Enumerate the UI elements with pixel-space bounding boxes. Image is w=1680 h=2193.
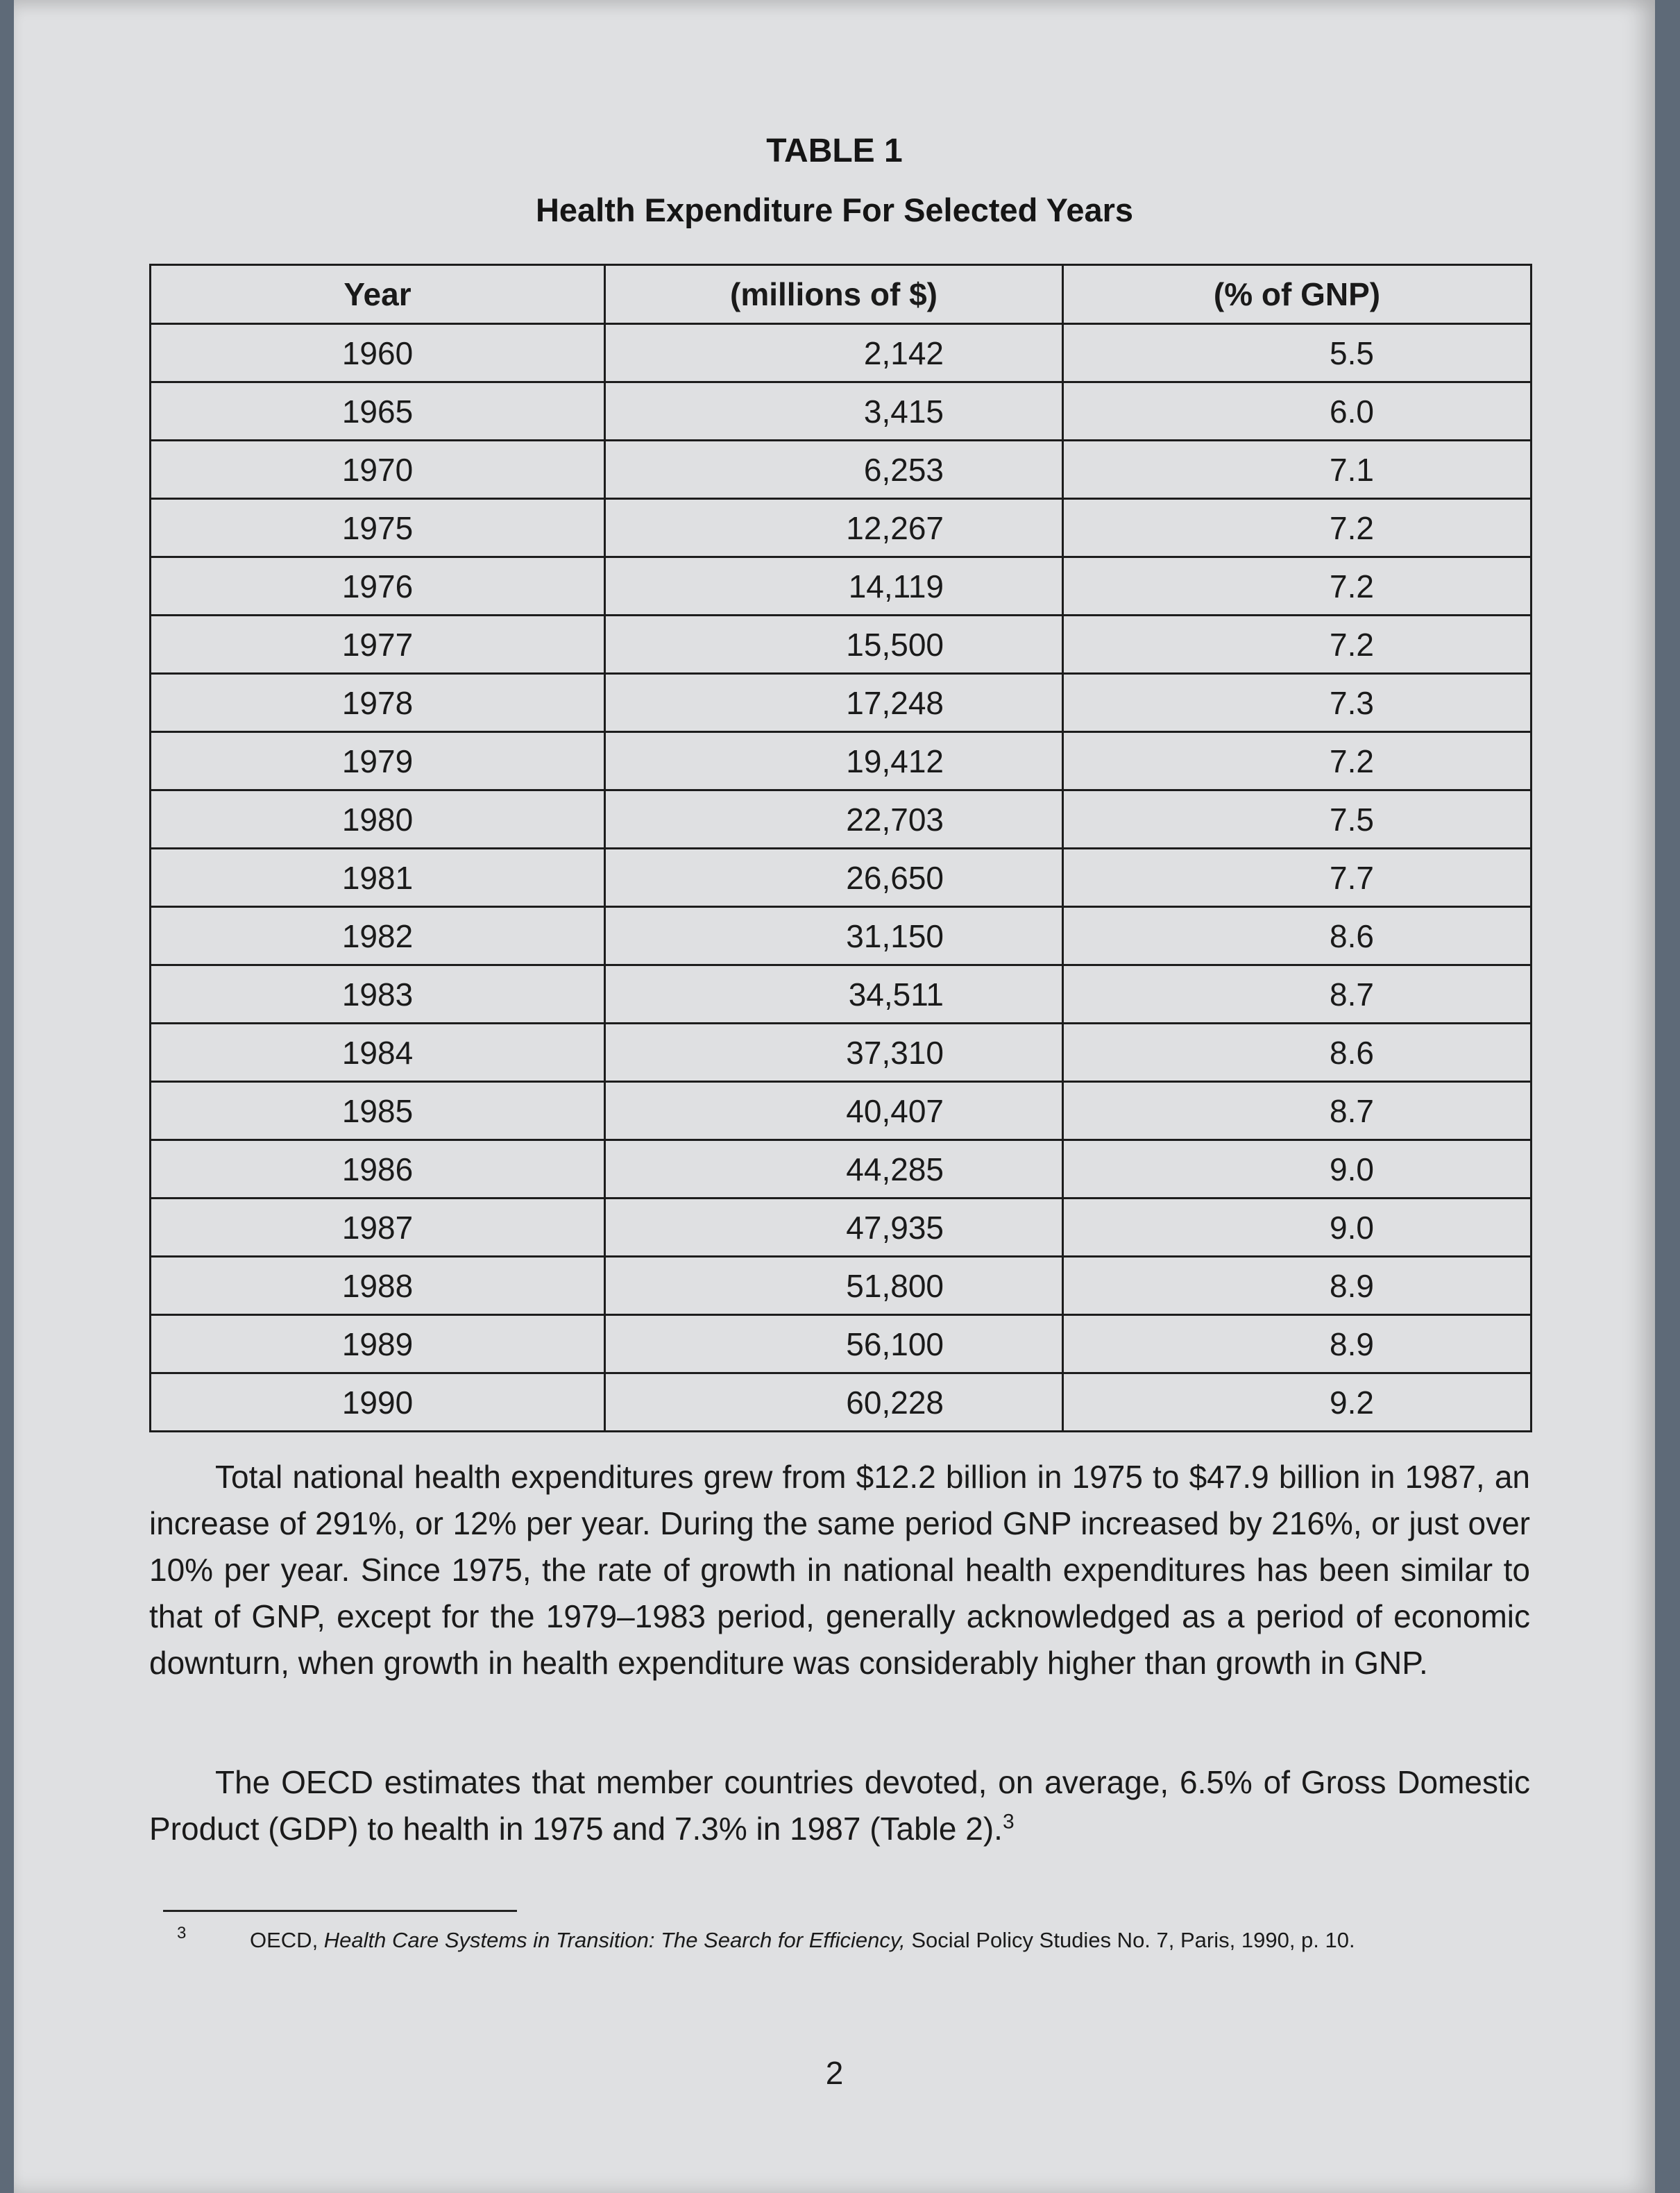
- footnote-divider: [163, 1910, 517, 1912]
- cell-pct-gnp: 8.9: [1063, 1257, 1531, 1315]
- cell-pct-gnp: 9.0: [1063, 1199, 1531, 1257]
- table-row: [151, 382, 1531, 441]
- cell-amount: 37,310: [605, 1024, 1063, 1082]
- cell-amount: 14,119: [605, 557, 1063, 616]
- table-row: [151, 1024, 1531, 1082]
- cell-pct-gnp: 8.7: [1063, 965, 1531, 1024]
- cell-amount: 34,511: [605, 965, 1063, 1024]
- table-row: [151, 1140, 1531, 1199]
- cell-amount: 51,800: [605, 1257, 1063, 1315]
- footnote-reference: 3: [1002, 1810, 1015, 1834]
- cell-pct-gnp: 8.6: [1063, 907, 1531, 965]
- table-row: [151, 965, 1531, 1024]
- cell-year: 1975: [151, 499, 605, 557]
- cell-amount: 3,415: [605, 382, 1063, 441]
- table-row: [151, 1199, 1531, 1257]
- table-body: [151, 324, 1531, 1432]
- cell-year: 1987: [151, 1199, 605, 1257]
- cell-year: 1986: [151, 1140, 605, 1199]
- table-row: [151, 499, 1531, 557]
- cell-year: 1984: [151, 1024, 605, 1082]
- cell-pct-gnp: 9.0: [1063, 1140, 1531, 1199]
- body-paragraph-2-text: The OECD estimates that member countries devoted, on average, 6.5% of Gross Domestic Product (GDP) to health in 1975 and 7.3% in 1987 (Table 2).: [149, 1764, 1530, 1847]
- cell-year: 1985: [151, 1082, 605, 1140]
- cell-pct-gnp: 8.9: [1063, 1315, 1531, 1373]
- cell-amount: 2,142: [605, 324, 1063, 382]
- table-row: [151, 557, 1531, 616]
- cell-year: 1960: [151, 324, 605, 382]
- footnote-prefix: OECD,: [250, 1928, 324, 1952]
- cell-amount: 17,248: [605, 674, 1063, 732]
- cell-year: 1988: [151, 1257, 605, 1315]
- table-header-row: [151, 265, 1531, 324]
- cell-amount: 40,407: [605, 1082, 1063, 1140]
- table-row: [151, 1373, 1531, 1432]
- footnote-text: [250, 1928, 1355, 1953]
- table-row: [151, 441, 1531, 499]
- table-row: [151, 732, 1531, 790]
- cell-amount: 19,412: [605, 732, 1063, 790]
- cell-year: 1978: [151, 674, 605, 732]
- health-expenditure-table: [149, 264, 1532, 1432]
- cell-pct-gnp: 8.7: [1063, 1082, 1531, 1140]
- document-page: [14, 0, 1655, 2193]
- cell-pct-gnp: 7.7: [1063, 849, 1531, 907]
- table-caption: Health Expenditure For Selected Years: [535, 192, 1134, 228]
- cell-amount: 44,285: [605, 1140, 1063, 1199]
- table-row: [151, 616, 1531, 674]
- header-millions: (millions of $): [605, 265, 1063, 324]
- table-number: TABLE 1: [766, 133, 903, 169]
- cell-amount: 26,650: [605, 849, 1063, 907]
- cell-pct-gnp: 7.2: [1063, 616, 1531, 674]
- cell-pct-gnp: 5.5: [1063, 324, 1531, 382]
- cell-pct-gnp: 7.5: [1063, 790, 1531, 849]
- cell-year: 1976: [151, 557, 605, 616]
- footnote-suffix: Social Policy Studies No. 7, Paris, 1990, p. 10.: [905, 1928, 1355, 1952]
- table-row: [151, 1082, 1531, 1140]
- cell-pct-gnp: 7.3: [1063, 674, 1531, 732]
- cell-amount: 31,150: [605, 907, 1063, 965]
- cell-year: 1977: [151, 616, 605, 674]
- cell-year: 1965: [151, 382, 605, 441]
- cell-year: 1990: [151, 1373, 605, 1432]
- cell-year: 1980: [151, 790, 605, 849]
- table-row: [151, 907, 1531, 965]
- cell-year: 1989: [151, 1315, 605, 1373]
- body-paragraph-1: Total national health expenditures grew from $12.2 billion in 1975 to $47.9 billion in 1987, an increase of 291%, or 12% per year. During the same period GNP increased by 216%, or just over 10% per year. Since 1975, the rate of growth in national health expenditures has been similar to that of GNP, except for the 1979–1983 period, generally acknowledged as a period of economic downturn, when growth in health expenditure was considerably higher than growth in GNP.: [149, 1459, 1530, 1681]
- table-row: [151, 674, 1531, 732]
- cell-amount: 22,703: [605, 790, 1063, 849]
- table-row: [151, 324, 1531, 382]
- cell-amount: 56,100: [605, 1315, 1063, 1373]
- cell-amount: 15,500: [605, 616, 1063, 674]
- cell-pct-gnp: 7.1: [1063, 441, 1531, 499]
- cell-year: 1970: [151, 441, 605, 499]
- cell-year: 1983: [151, 965, 605, 1024]
- cell-year: 1981: [151, 849, 605, 907]
- body-paragraph-2: [149, 1759, 1530, 1852]
- table-row: [151, 1257, 1531, 1315]
- cell-amount: 6,253: [605, 441, 1063, 499]
- footnote-title: Health Care Systems in Transition: The Search for Efficiency,: [323, 1928, 906, 1952]
- cell-pct-gnp: 6.0: [1063, 382, 1531, 441]
- cell-pct-gnp: 9.2: [1063, 1373, 1531, 1432]
- footnote-mark: 3: [177, 1924, 187, 1942]
- cell-pct-gnp: 7.2: [1063, 732, 1531, 790]
- table-row: [151, 849, 1531, 907]
- cell-year: 1979: [151, 732, 605, 790]
- cell-amount: 12,267: [605, 499, 1063, 557]
- table-row: [151, 1315, 1531, 1373]
- cell-pct-gnp: 7.2: [1063, 499, 1531, 557]
- cell-pct-gnp: 8.6: [1063, 1024, 1531, 1082]
- header-pct-gnp: (% of GNP): [1063, 265, 1531, 324]
- cell-amount: 60,228: [605, 1373, 1063, 1432]
- cell-year: 1982: [151, 907, 605, 965]
- cell-amount: 47,935: [605, 1199, 1063, 1257]
- table-row: [151, 790, 1531, 849]
- cell-pct-gnp: 7.2: [1063, 557, 1531, 616]
- header-year: Year: [151, 265, 605, 324]
- page-number: 2: [825, 2055, 844, 2091]
